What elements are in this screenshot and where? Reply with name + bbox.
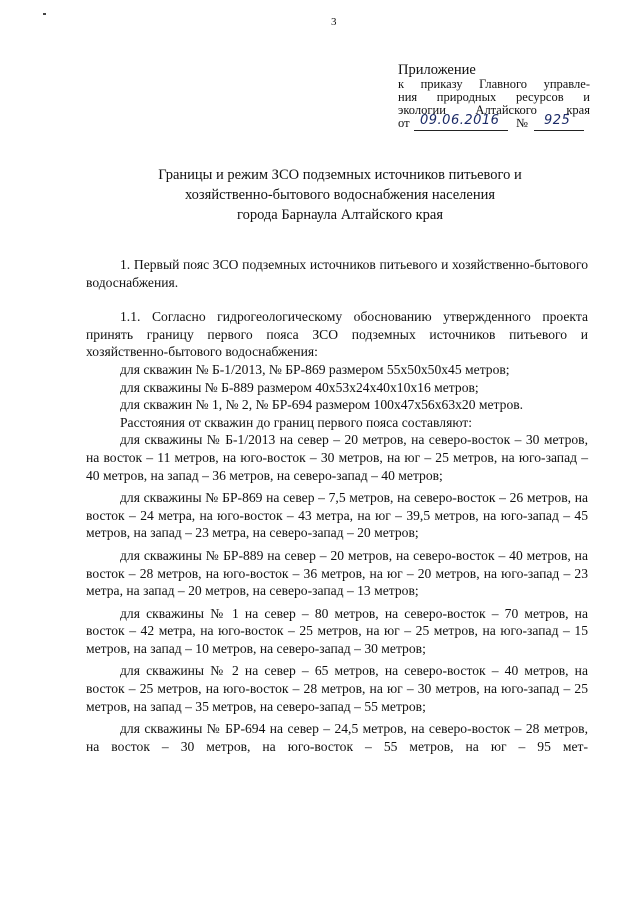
document-body xyxy=(86,256,588,755)
annex-line-3: экологии Алтайского края xyxy=(398,103,590,117)
annex-title: Приложение xyxy=(398,62,476,78)
wells-item-3: для скважин № 1, № 2, № БР-694 размером 100х47х56х63х20 метров. xyxy=(120,397,524,413)
date-underline xyxy=(414,130,508,131)
distance-well-br889: для скважины № БР-889 на север – 20 метров, на северо-восток – 40 метров, на восток – 28 метров, на юго-восток – 36 метров, на юг – 20 метров, на юго-запад – 23 метра, на запад – 20 метров, на северо-запад – 13 метров; xyxy=(86,547,588,599)
number-underline xyxy=(534,130,584,131)
annex-line-2: ния природных ресурсов и xyxy=(398,90,590,104)
scan-speck xyxy=(43,13,46,15)
section-1-heading: 1. Первый пояс ЗСО подземных источников питьевого и хозяйственно-бытового водоснабжения. xyxy=(86,257,588,290)
annex-header xyxy=(398,62,590,132)
distance-well-br694: для скважины № БР-694 на север – 24,5 метров, на северо-восток – 28 метров, на восток – 30 метров, на юго-восток – 55 метров, на юг – 95 мет- xyxy=(86,721,588,754)
from-label: от xyxy=(398,116,410,130)
annex-line-1: к приказу Главного управле- xyxy=(398,77,590,91)
distance-well-b1-2013: для скважины № Б-1/2013 на север – 20 метров, на северо-восток – 30 метров, на восток – 11 метров, на юго-восток – 30 метров, на юг – 25 метров, на юго-запад – 40 метров, на запад – 36 метров, на северо-запад – 40 метров; xyxy=(86,432,588,483)
distance-well-br869: для скважины № БР-869 на север – 7,5 метров, на северо-восток – 26 метров, на восток – 24 метра, на юго-восток – 43 метра, на юг – 39,5 метров, на юго-запад – 45 метров, на запад – 23 метра, на северо-запад – 20 метров; xyxy=(86,490,588,541)
paragraph-1-1: 1.1. Согласно гидрогеологическому обоснованию утвержденного проекта принять границу первого пояса ЗСО подземных источников питьевого и хозяйственно-бытового водоснабжения: xyxy=(86,309,588,360)
title-line-1: Границы и режим ЗСО подземных источников питьевого и xyxy=(158,167,522,183)
handwritten-date: 09.06.2016 xyxy=(420,113,500,128)
distance-well-2: для скважины № 2 на север – 65 метров, на северо-восток – 40 метров, на восток – 25 метров, на юго-восток – 28 метров, на юг – 30 метров, на юго-запад – 25 метров, на запад – 35 метров, на северо-запад – 55 метров; xyxy=(86,663,588,714)
document-title xyxy=(120,165,560,225)
page-number: 3 xyxy=(331,16,337,28)
number-label: № xyxy=(516,116,528,130)
distance-well-1: для скважины № 1 на север – 80 метров, на северо-восток – 70 метров, на восток – 42 метра, на юго-восток – 25 метров, на юг – 25 метров, на юго-запад – 15 метров, на запад – 10 метров, на северо-запад – 30 метров; xyxy=(86,605,588,656)
wells-item-2: для скважины № Б-889 размером 40х53х24х40х10х16 метров; xyxy=(120,379,479,395)
wells-item-1: для скважин № Б-1/2013, № БР-869 размером 55х50х50х45 метров; xyxy=(120,361,510,377)
title-line-2: хозяйственно-бытового водоснабжения населения xyxy=(184,187,496,203)
title-line-3: города Барнаула Алтайского края xyxy=(236,207,443,223)
distances-intro: Расстояния от скважин до границ первого пояса составляют: xyxy=(120,414,473,430)
annex-date-number-row xyxy=(398,113,590,132)
handwritten-number: 925 xyxy=(544,113,571,128)
